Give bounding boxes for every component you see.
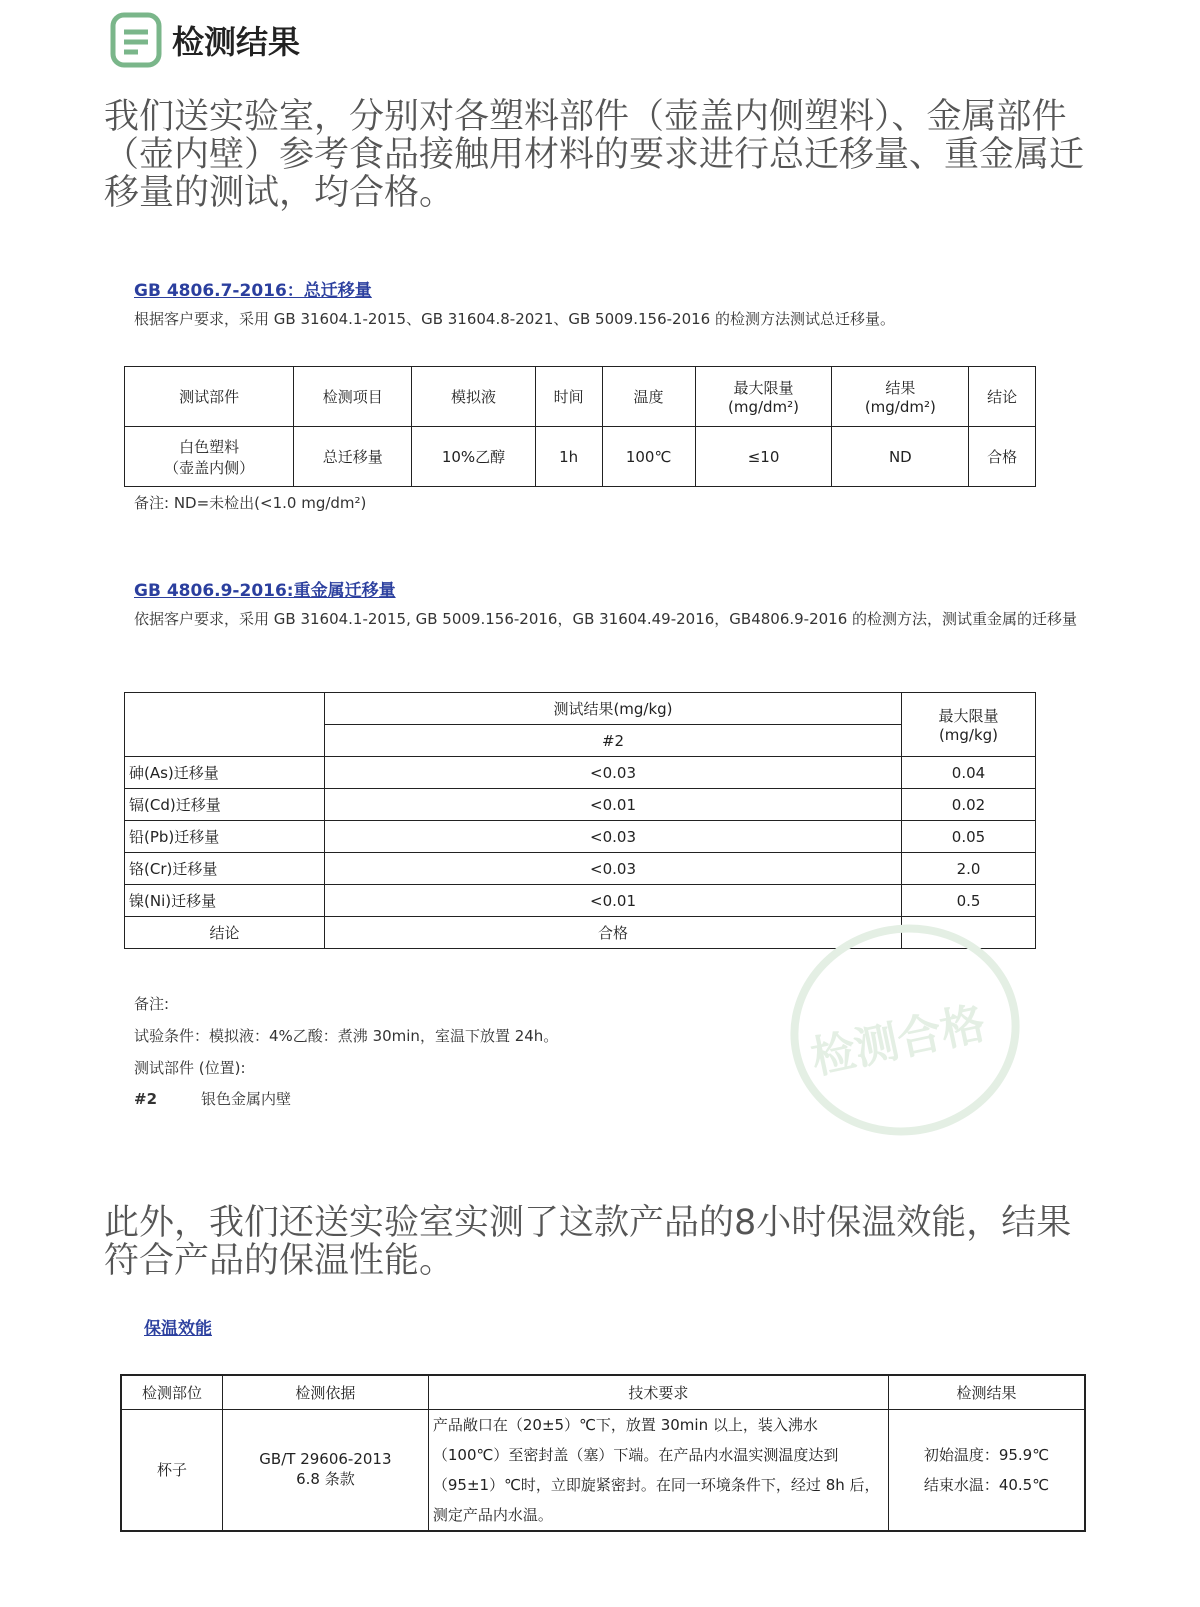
t2-cell: <0.01 xyxy=(325,789,902,821)
note-line: 备注: xyxy=(134,995,170,1013)
t2-cell: <0.03 xyxy=(325,757,902,789)
t1-cell: 合格 xyxy=(969,427,1036,487)
t2-cell: <0.01 xyxy=(325,885,902,917)
t1-header: 最大限量 (mg/dm²) xyxy=(695,367,832,427)
t1-header: 检测项目 xyxy=(294,367,412,427)
t2-cell: <0.03 xyxy=(325,821,902,853)
t3-header: 技术要求 xyxy=(428,1375,888,1409)
s1-note: 备注: ND=未检出(<1.0 mg/dm²) xyxy=(134,494,367,512)
t2-cell: 砷(As)迁移量 xyxy=(125,757,325,789)
col-limit: 最大限量 (mg/kg) xyxy=(902,693,1036,757)
t1-cell: 白色塑料 （壶盖内侧） xyxy=(125,427,294,487)
table-row xyxy=(125,853,1036,885)
migration-table xyxy=(124,366,1036,487)
t1-header: 结果 (mg/dm²) xyxy=(832,367,969,427)
t1-cell: ≤10 xyxy=(695,427,832,487)
col-result: 测试结果(mg/kg) xyxy=(325,693,902,725)
t1-header: 时间 xyxy=(535,367,602,427)
s2-heading: GB 4806.9-2016:重金属迁移量 xyxy=(134,581,396,601)
note-line: 测试部件 (位置): xyxy=(134,1059,246,1077)
t2-cell: 镍(Ni)迁移量 xyxy=(125,885,325,917)
t3-header: 检测部位 xyxy=(121,1375,222,1409)
t2-cell: <0.03 xyxy=(325,853,902,885)
t1-cell: ND xyxy=(832,427,969,487)
insulation-table: 检测部位 检测依据 技术要求 检测结果 杯子 GB/T 29606-2013 6.8 条款 产品敞口在（20±5）℃下，放置 30min 以上，装入沸水（100℃）至密封盖（塞）下端。在产品内水温实测温度达到（95±1）℃时，立即旋紧密封。在同一环境条件下，经过 8h 后，测定产品内水温。 初始温度：95.9℃ 结束水温：40.5℃ xyxy=(120,1374,1086,1532)
s2-desc: 依据客户要求，采用 GB 31604.1-2015, GB 5009.156-2016，GB 31604.49-2016，GB4806.9-2016 的检测方法，测试重金属的迁移量 xyxy=(134,610,1078,628)
intro-text: 我们送实验室，分别对各塑料部件（壶盖内侧塑料）、金属部件（壶内壁）参考食品接触用材料的要求进行总迁移量、重金属迁移量的测试，均合格。 xyxy=(104,97,1085,213)
t1-header: 温度 xyxy=(602,367,695,427)
t1-cell: 10%乙醇 xyxy=(412,427,536,487)
t3-header: 检测依据 xyxy=(222,1375,428,1409)
t3-header: 检测结果 xyxy=(888,1375,1085,1409)
stamp: 检测合格 xyxy=(771,903,1040,1156)
note-line: 试验条件：模拟液：4%乙酸：煮沸 30min，室温下放置 24h。 xyxy=(134,1027,559,1045)
conclusion: 合格 xyxy=(325,917,902,949)
table-row xyxy=(125,821,1036,853)
t2-cell: 镉(Cd)迁移量 xyxy=(125,789,325,821)
s2-notes xyxy=(134,988,558,1084)
t2-cell: 铅(Pb)迁移量 xyxy=(125,821,325,853)
t1-header: 模拟液 xyxy=(412,367,536,427)
t2-cell: 铬(Cr)迁移量 xyxy=(125,853,325,885)
s1-desc: 根据客户要求，采用 GB 31604.1-2015、GB 31604.8-2021、GB 5009.156-2016 的检测方法测试总迁移量。 xyxy=(134,310,895,328)
conclusion-label: 结论 xyxy=(125,917,325,949)
t1-cell: 100℃ xyxy=(602,427,695,487)
intro2-text: 此外，我们还送实验室实测了这款产品的8小时保温效能，结果符合产品的保温性能。 xyxy=(104,1203,1072,1281)
t2-cell: 0.02 xyxy=(902,789,1036,821)
document-icon xyxy=(110,12,162,68)
t1-cell: 总迁移量 xyxy=(294,427,412,487)
metal-table xyxy=(124,692,1036,949)
sample-id: #2 xyxy=(325,725,902,757)
t2-cell: 0.04 xyxy=(902,757,1036,789)
header xyxy=(110,12,300,68)
s3-heading: 保温效能 xyxy=(144,1319,212,1339)
t2-cell: 2.0 xyxy=(902,853,1036,885)
table-row xyxy=(125,885,1036,917)
t1-header: 测试部件 xyxy=(125,367,294,427)
t2-cell: 0.05 xyxy=(902,821,1036,853)
t1-header: 结论 xyxy=(969,367,1036,427)
t1-cell: 1h xyxy=(535,427,602,487)
table-row xyxy=(125,789,1036,821)
s1-heading: GB 4806.7-2016：总迁移量 xyxy=(134,281,372,301)
t2-cell: 0.5 xyxy=(902,885,1036,917)
table-row xyxy=(125,757,1036,789)
page-title: 检测结果 xyxy=(172,23,301,61)
part-row: #2 银色金属内壁 xyxy=(134,1090,292,1108)
